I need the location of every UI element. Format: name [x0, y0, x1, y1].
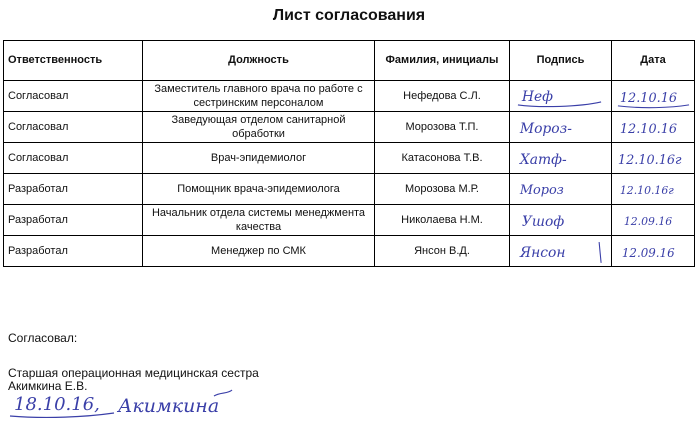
date-cell: [612, 174, 695, 205]
header-date: Дата: [612, 41, 695, 81]
table-row: [4, 112, 695, 143]
name-cell: Морозова М.Р.: [375, 174, 510, 205]
approved-label: Согласовал:: [8, 331, 78, 345]
signature-cell: [510, 236, 612, 267]
approval-handwriting: [6, 386, 266, 422]
handwritten-date: [612, 81, 694, 111]
handwritten-signature: [510, 112, 611, 142]
responsibility-cell: Разработал: [4, 205, 143, 236]
approval-handwritten-date: 18.10.16,: [14, 394, 100, 415]
svg-text:12.09.16: 12.09.16: [623, 214, 673, 228]
responsibility-cell: Согласовал: [4, 81, 143, 112]
handwritten-date: [612, 205, 694, 235]
svg-text:Heф: Heф: [521, 88, 554, 105]
approval-table: [3, 40, 695, 267]
table-row: [4, 205, 695, 236]
svg-text:12.10.16г: 12.10.16г: [619, 183, 674, 197]
responsibility-cell: Согласовал: [4, 112, 143, 143]
approval-signature: Акимкина: [118, 395, 220, 417]
svg-text:Мороз: Мороз: [519, 182, 564, 198]
svg-text:12.09.16: 12.09.16: [621, 245, 675, 260]
svg-text:Ушоф: Ушоф: [521, 213, 565, 230]
handwritten-date: [612, 174, 694, 204]
position-cell: Заведующая отделом санитарной обработки: [143, 112, 375, 143]
svg-text:Янсон: Янсон: [519, 244, 566, 261]
position-cell: Помощник врача-эпидемиолога: [143, 174, 375, 205]
table-row: [4, 174, 695, 205]
table-row: [4, 236, 695, 267]
responsibility-cell: Согласовал: [4, 143, 143, 174]
handwritten-date: [612, 112, 694, 142]
name-cell: Николаева Н.М.: [375, 205, 510, 236]
handwritten-signature: [510, 81, 611, 111]
handwritten-signature: [510, 236, 611, 266]
signature-cell: [510, 81, 612, 112]
table-header-row: [4, 41, 695, 81]
header-signature: Подпись: [510, 41, 612, 81]
name-cell: Янсон В.Д.: [375, 236, 510, 267]
handwritten-signature: [510, 174, 611, 204]
signature-cell: [510, 143, 612, 174]
handwritten-signature: [510, 143, 611, 173]
handwritten-signature: [510, 205, 611, 235]
handwritten-date: [612, 236, 694, 266]
name-cell: Морозова Т.П.: [375, 112, 510, 143]
date-cell: [612, 143, 695, 174]
handwritten-date: [612, 143, 694, 173]
position-cell: Начальник отдела системы менеджмента качества: [143, 205, 375, 236]
header-position: Должность: [143, 41, 375, 81]
svg-text:Хатф-: Хатф-: [519, 151, 567, 168]
responsibility-cell: Разработал: [4, 174, 143, 205]
svg-text:12.10.16: 12.10.16: [619, 90, 678, 106]
table-row: [4, 81, 695, 112]
name-cell: Нефедова С.Л.: [375, 81, 510, 112]
position-cell: Заместитель главного врача по работе с сестринским персоналом: [143, 81, 375, 112]
signature-cell: [510, 205, 612, 236]
table-row: [4, 143, 695, 174]
position-cell: Менеджер по СМК: [143, 236, 375, 267]
approver-name: Акимкина Е.В.: [8, 379, 88, 393]
svg-text:12.10.16г: 12.10.16г: [617, 152, 682, 168]
date-cell: [612, 236, 695, 267]
name-cell: Катасонова Т.В.: [375, 143, 510, 174]
responsibility-cell: Разработал: [4, 236, 143, 267]
date-cell: [612, 205, 695, 236]
header-name: Фамилия, инициалы: [375, 41, 510, 81]
signature-cell: [510, 174, 612, 205]
svg-text:Мороз-: Мороз-: [519, 120, 572, 137]
date-cell: [612, 81, 695, 112]
approver-position: Старшая операционная медицинская сестра: [8, 366, 259, 380]
position-cell: Врач-эпидемиолог: [143, 143, 375, 174]
svg-text:12.10.16: 12.10.16: [619, 121, 678, 137]
page-title: Лист согласования: [272, 7, 426, 24]
header-responsibility: Ответственность: [4, 41, 143, 81]
date-cell: [612, 112, 695, 143]
signature-cell: [510, 112, 612, 143]
